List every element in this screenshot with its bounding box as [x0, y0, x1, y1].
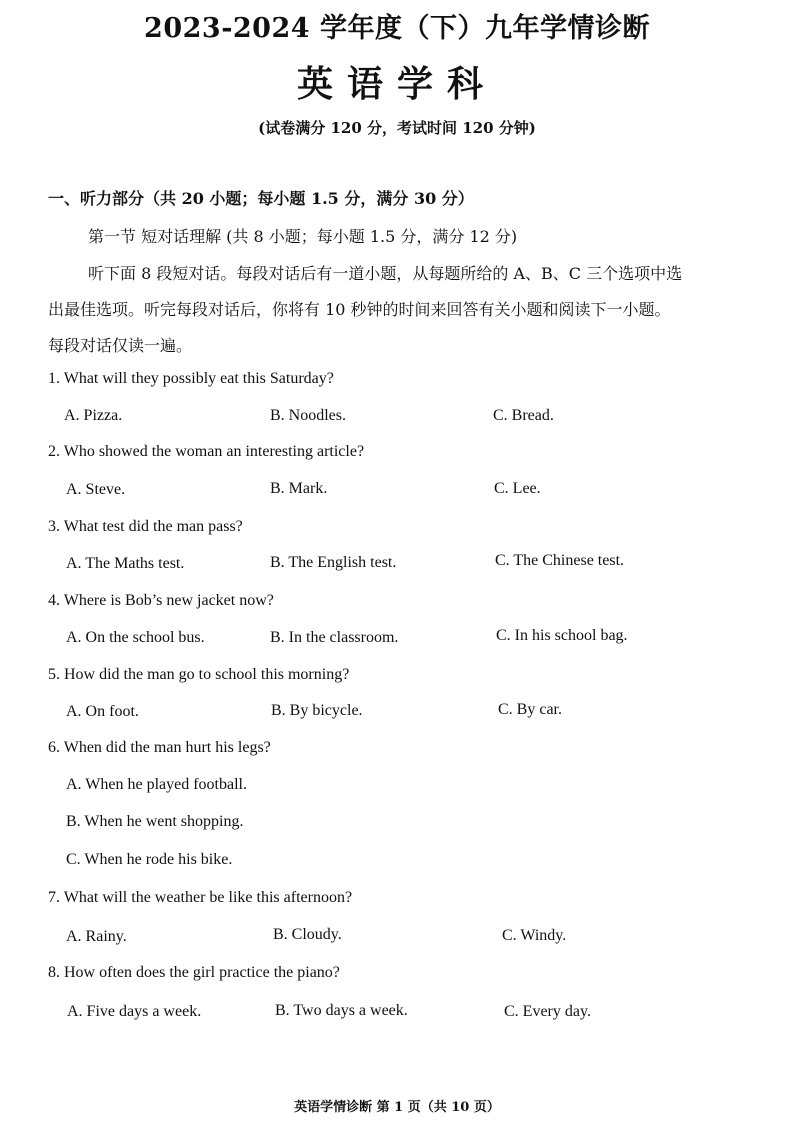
option-b: B. The English test. — [270, 554, 397, 571]
option-c: C. Lee. — [494, 480, 541, 497]
option-c: C. Windy. — [502, 927, 567, 944]
option-a: A. When he played football. — [66, 776, 247, 793]
question-stem: 5. How did the man go to school this morning? — [48, 666, 350, 683]
option-b: B. Two days a week. — [275, 1002, 408, 1019]
question-stem: 1. What will they possibly eat this Saturday? — [48, 370, 334, 387]
page-footer: 英语学情诊断 第 1 页（共 10 页） — [294, 1100, 500, 1115]
option-a: A. Steve. — [66, 481, 126, 498]
option-a: A. Five days a week. — [67, 1003, 202, 1020]
option-a: A. The Maths test. — [66, 555, 185, 572]
exam-title: 2023-2024 学年度（下）九年学情诊断 — [144, 13, 650, 44]
option-b: B. By bicycle. — [271, 702, 363, 719]
section-heading: 一、听力部分（共 20 小题；每小题 1.5 分，满分 30 分） — [48, 189, 474, 208]
option-b: B. When he went shopping. — [66, 813, 244, 830]
option-a: A. On foot. — [66, 703, 139, 720]
option-c: C. When he rode his bike. — [66, 851, 233, 868]
question-stem: 3. What test did the man pass? — [48, 518, 243, 535]
subject-title: 英语学科 — [296, 63, 497, 105]
option-c: C. By car. — [498, 701, 562, 718]
option-b: B. Cloudy. — [273, 926, 342, 943]
option-c: C. Every day. — [504, 1003, 591, 1020]
option-a: A. On the school bus. — [66, 629, 205, 646]
question-stem: 7. What will the weather be like this afternoon? — [48, 889, 353, 906]
option-b: B. Noodles. — [270, 407, 346, 424]
instruction-line: 出最佳选项。听完每段对话后，你将有 10 秒钟的时间来回答有关小题和阅读下一小题。 — [48, 300, 671, 319]
option-c: C. The Chinese test. — [495, 552, 625, 569]
question-stem: 2. Who showed the woman an interesting article? — [48, 443, 365, 460]
question-stem: 6. When did the man hurt his legs? — [48, 739, 271, 756]
option-b: B. In the classroom. — [270, 629, 399, 646]
option-a: A. Pizza. — [64, 407, 123, 424]
subsection-heading: 第一节 短对话理解 (共 8 小题；每小题 1.5 分，满分 12 分) — [88, 227, 518, 246]
option-b: B. Mark. — [270, 480, 328, 497]
exam-note: (试卷满分 120 分，考试时间 120 分钟) — [258, 119, 536, 137]
instruction-line: 听下面 8 段短对话。每段对话后有一道小题，从每题所给的 A、B、C 三个选项中选 — [88, 264, 683, 283]
option-c: C. Bread. — [493, 407, 554, 424]
option-c: C. In his school bag. — [496, 627, 628, 644]
question-stem: 4. Where is Bob’s new jacket now? — [48, 592, 274, 609]
instruction-line: 每段对话仅读一遍。 — [48, 336, 193, 355]
option-a: A. Rainy. — [66, 928, 127, 945]
question-stem: 8. How often does the girl practice the piano? — [48, 964, 340, 981]
